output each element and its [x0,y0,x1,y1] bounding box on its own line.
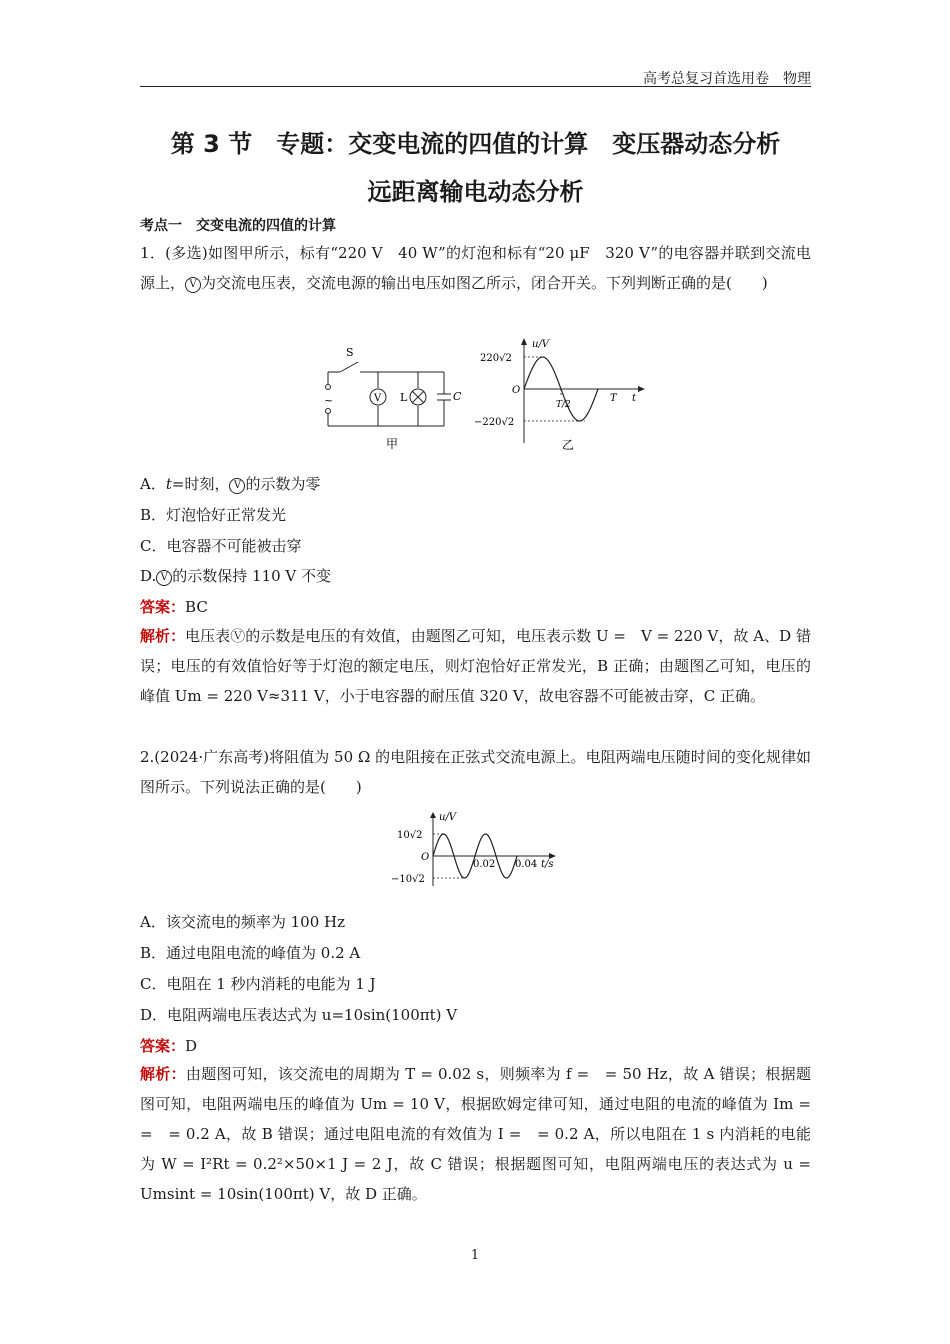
page-header [140,66,811,87]
q2-tick-2: 0.04 [515,859,538,870]
origin-label: O [512,385,521,396]
q1-answer: 答案：BC [140,598,208,616]
half-period-label: T/2 [556,400,571,410]
q2-y-axis-label: u/V [439,812,457,823]
voltage-waveform-chart [470,335,650,455]
q2-stem: 2.(2024·广东高考)将阻值为 50 Ω 的电阻接在正弦式交流电源上。电阻两端电压随时间的变化规律如图所示。下列说法正确的是( ) [140,748,811,796]
q1-analysis: 解析：电压表Ⓥ的示数是电压的有效值，由题图乙可知，电压表示数 U = V = 220 V，故 A、D 错误；电压的有效值恰好等于灯泡的额定电压，则灯泡恰好正常发光，B 正确；由题图乙可知，电压的峰值 Um = 220 V≈311 V，小于电容器的耐压值 320 V，故电容器不可能被击穿，C 正确。 [140,627,811,705]
voltmeter-icon: V [185,277,201,293]
switch-label: S [346,346,354,359]
q2-analysis: 解析：由题图可知，该交流电的周期为 T = 0.02 s，则频率为 f = = 50 Hz，故 A 错误；根据题图可知，电阻两端电压的峰值为 Um = 10 V，根据欧姆定律可知，通过电阻的电流的峰值为 Im = = = 0.2 A，故 B 错误；通过电阻电流的有效值为 I = = 0.2 A，所以电阻在 1 s 内消耗的电能为 W = I²Rt = 0.2²×50×1 J = 2 J，故 C 错误；根据题图可知，电阻两端电压的表达式为 u = Umsint = 10sin(100πt) V，故 D 正确。 [140,1065,827,1203]
fig-caption-a: 甲 [386,437,399,451]
period-label: T [610,393,617,404]
q1-option-a: A．t=时刻， V 的示数为零 [140,475,321,493]
capacitor-label: C [453,390,462,403]
q2-x-axis-label: t/s [541,859,554,870]
q2-waveform-chart [385,810,565,890]
meter-label: V [374,393,382,404]
q2-option-a: A．该交流电的频率为 100 Hz [140,913,345,931]
header-text: 高考总复习首选用卷 物理 [643,71,811,87]
q1-stem: 1．(多选)如图甲所示，标有“220 V 40 W”的灯泡和标有“20 μF 320 V”的电容器并联到交流电源上， V 为交流电压表，交流电源的输出电压如图乙所示，闭合开关。下列判断正确的是( ) [140,244,811,292]
q2-option-b: B．通过电阻电流的峰值为 0.2 A [140,944,361,962]
q2-peak-label: 10√2 [397,830,423,841]
q2-answer: 答案：D [140,1037,198,1055]
x-axis-label: t [632,393,637,404]
circuit-diagram [318,340,468,455]
neg-peak-label: −220√2 [474,417,515,428]
q1-option-c: C．电容器不可能被击穿 [140,537,302,555]
q2-option-c: C．电阻在 1 秒内消耗的电能为 1 J [140,975,376,993]
ac-source-label: ~ [324,394,334,407]
page-number: 1 [470,1248,480,1263]
peak-label: 220√2 [480,353,512,364]
lamp-label: L [400,391,408,404]
voltmeter-icon: V [229,478,245,494]
page-subtitle: 远距离输电动态分析 [367,178,584,206]
voltmeter-icon: V [156,570,172,586]
section-heading: 考点一 交变电流的四值的计算 [140,218,336,234]
q2-origin-label: O [421,852,430,863]
q2-tick-1: 0.02 [473,859,496,870]
page-title: 第 3 节 专题：交变电流的四值的计算 变压器动态分析 [170,130,781,158]
y-axis-label: u/V [532,339,550,350]
q2-neg-peak-label: −10√2 [391,874,425,885]
q1-option-b: B．灯泡恰好正常发光 [140,506,287,524]
q2-option-d: D．电阻两端电压表达式为 u=10sin(100πt) V [140,1006,458,1024]
q1-option-d: D. V 的示数保持 110 V 不变 [140,567,332,585]
fig-caption-b: 乙 [562,438,575,452]
